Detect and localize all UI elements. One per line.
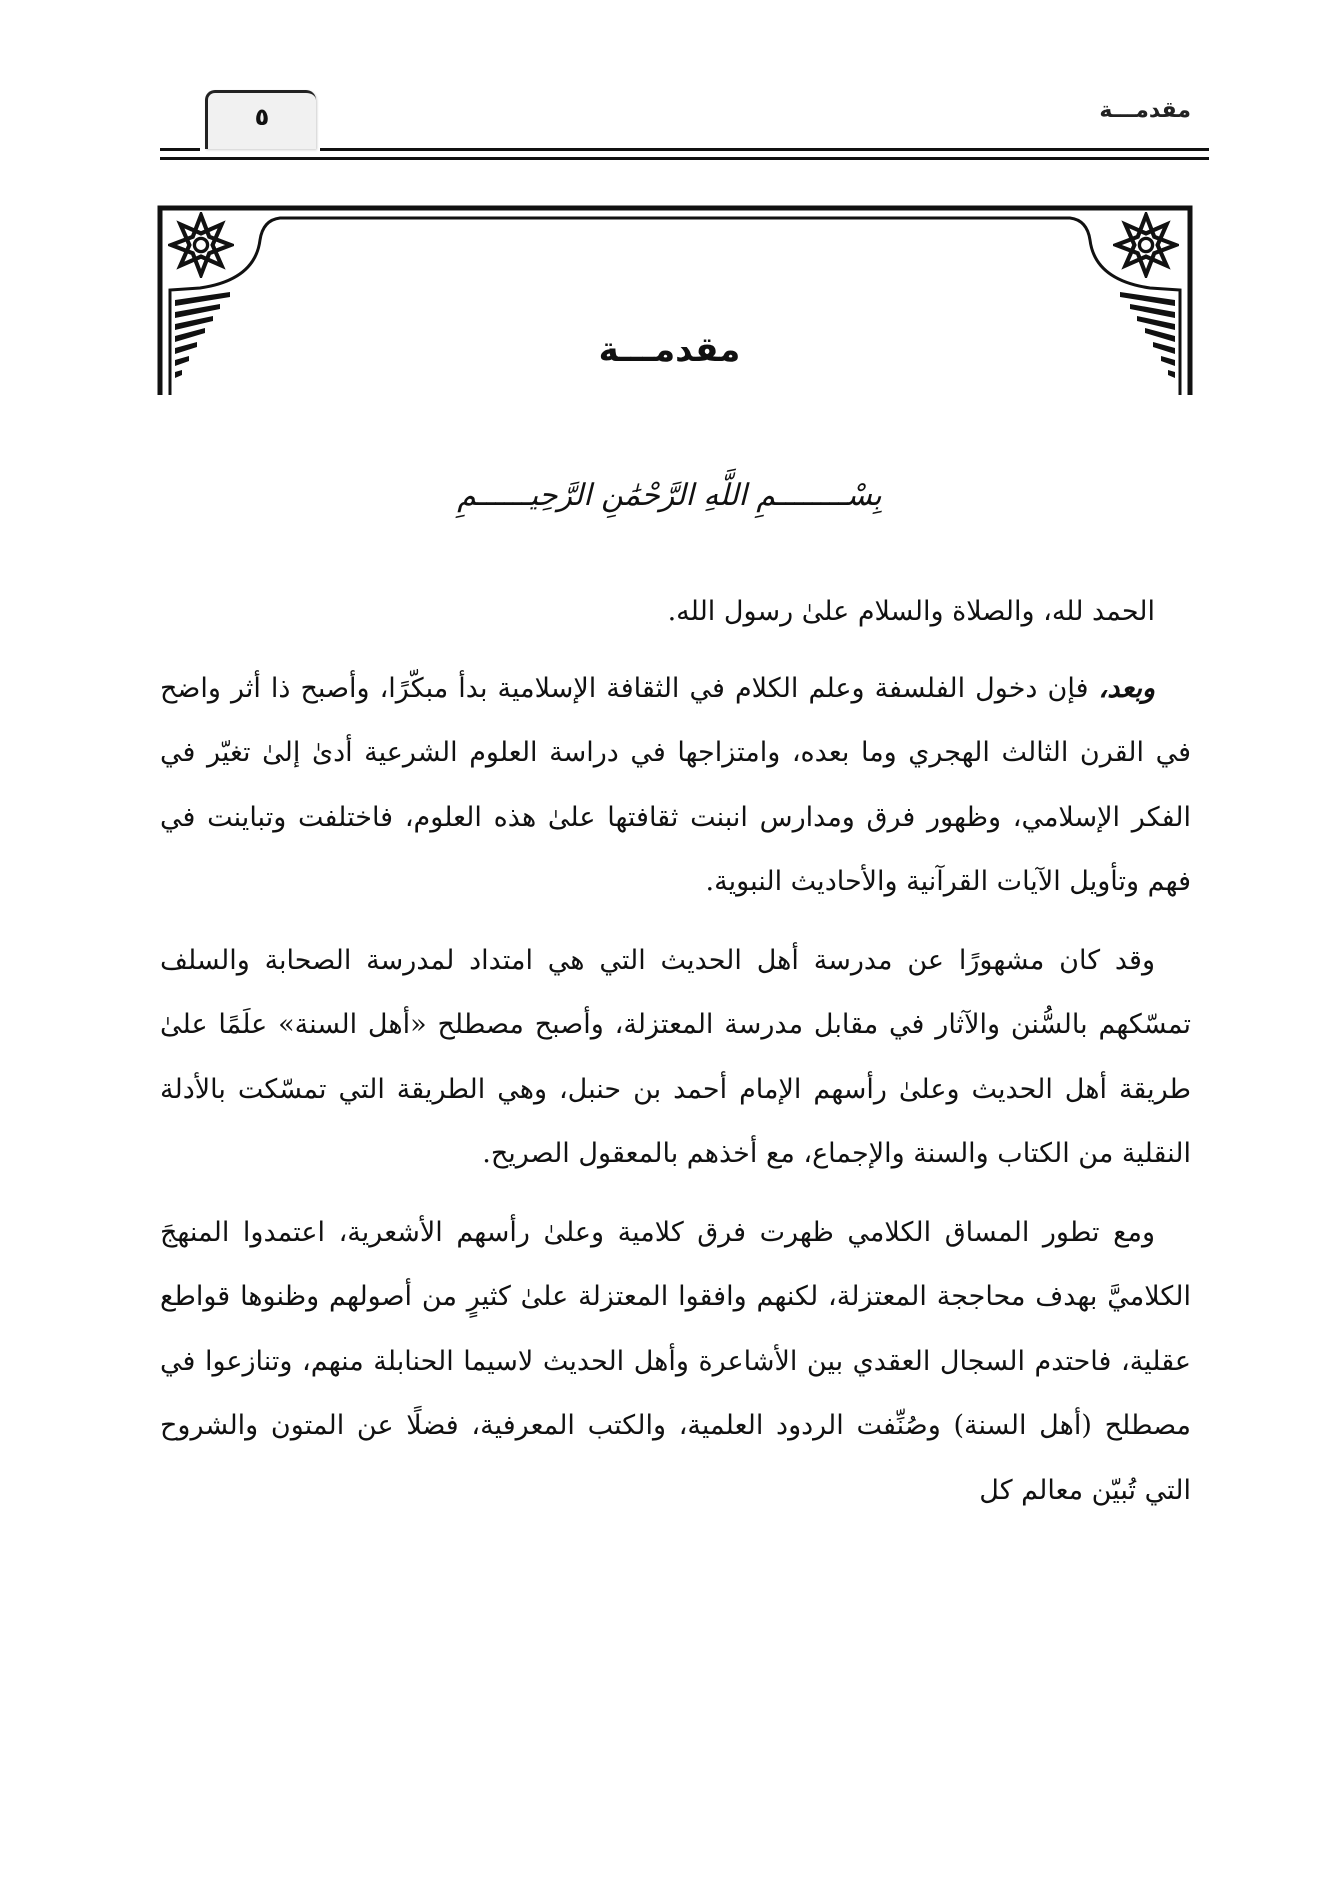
paragraph bbox=[160, 1201, 1191, 1524]
page-number-box bbox=[205, 90, 316, 149]
page-number: ٥ bbox=[254, 103, 270, 131]
rosette-ornament-icon-left bbox=[168, 212, 234, 278]
running-header-title: مقدمـــة bbox=[1099, 98, 1191, 123]
paragraph-lead-word: وبعد، bbox=[1098, 672, 1155, 704]
paragraph-text: الحمد لله، والصلاة والسلام علىٰ رسول الله. bbox=[667, 596, 1155, 627]
frame-border bbox=[155, 200, 1195, 400]
body-text bbox=[160, 580, 1191, 1537]
paragraph bbox=[160, 657, 1191, 915]
chapter-title-frame bbox=[155, 200, 1195, 400]
chapter-title: مقدمـــة bbox=[598, 330, 741, 370]
rosette-ornament-icon-right bbox=[1113, 212, 1179, 278]
header-rule-left-segment bbox=[160, 148, 200, 151]
header-rule-top bbox=[320, 148, 1209, 151]
paragraph-text: فإن دخول الفلسفة وعلم الكلام في الثقافة الإسلامية بدأ مبكّرًا، وأصبح ذا أثر واضح في القرن الثالث الهجري وما بعده، وامتزاجها في دراسة العلوم الشرعية أدىٰ إلىٰ تغيّر في الفكر الإسلامي، وظهور فرق ومدارس انبنت ثقافتها علىٰ هذه العلوم، فاختلفت وتباينت في فهم وتأويل الآيات القرآنية والأحاديث النبوية. bbox=[160, 672, 1191, 897]
paragraph bbox=[160, 580, 1191, 645]
header-rule-bottom bbox=[160, 157, 1209, 160]
paragraph bbox=[160, 929, 1191, 1187]
paragraph-text: وقد كان مشهورًا عن مدرسة أهل الحديث التي هي امتداد لمدرسة الصحابة والسلف تمسّكهم بالسُّنن والآثار في مقابل مدرسة المعتزلة، وأصبح مصطلح «أهل السنة» علَمًا علىٰ طريقة أهل الحديث وعلىٰ رأسهم الإمام أحمد بن حنبل، وهي الطريقة التي تمسّكت بالأدلة النقلية من الكتاب والسنة والإجماع، مع أخذهم بالمعقول الصريح. bbox=[160, 944, 1191, 1169]
paragraph-text: ومع تطور المساق الكلامي ظهرت فرق كلامية وعلىٰ رأسهم الأشعرية، اعتمدوا المنهجَ الكلاميَّ بهدف محاججة المعتزلة، لكنهم وافقوا المعتزلة علىٰ كثيرٍ من أصولهم وظنوها قواطع عقلية، فاحتدم السجال العقدي بين الأشاعرة وأهل الحديث لاسيما الحنابلة منهم، وتنازعوا في مصطلح (أهل السنة) وصُنِّفت الردود العلمية، والكتب المعرفية، فضلًا عن المتون والشروح التي تُبيّن معالم كل bbox=[160, 1216, 1191, 1506]
basmala: بِسْــــــــمِ اللَّهِ الرَّحْمَٰنِ الرَّحِيــــــمِ bbox=[457, 478, 882, 513]
